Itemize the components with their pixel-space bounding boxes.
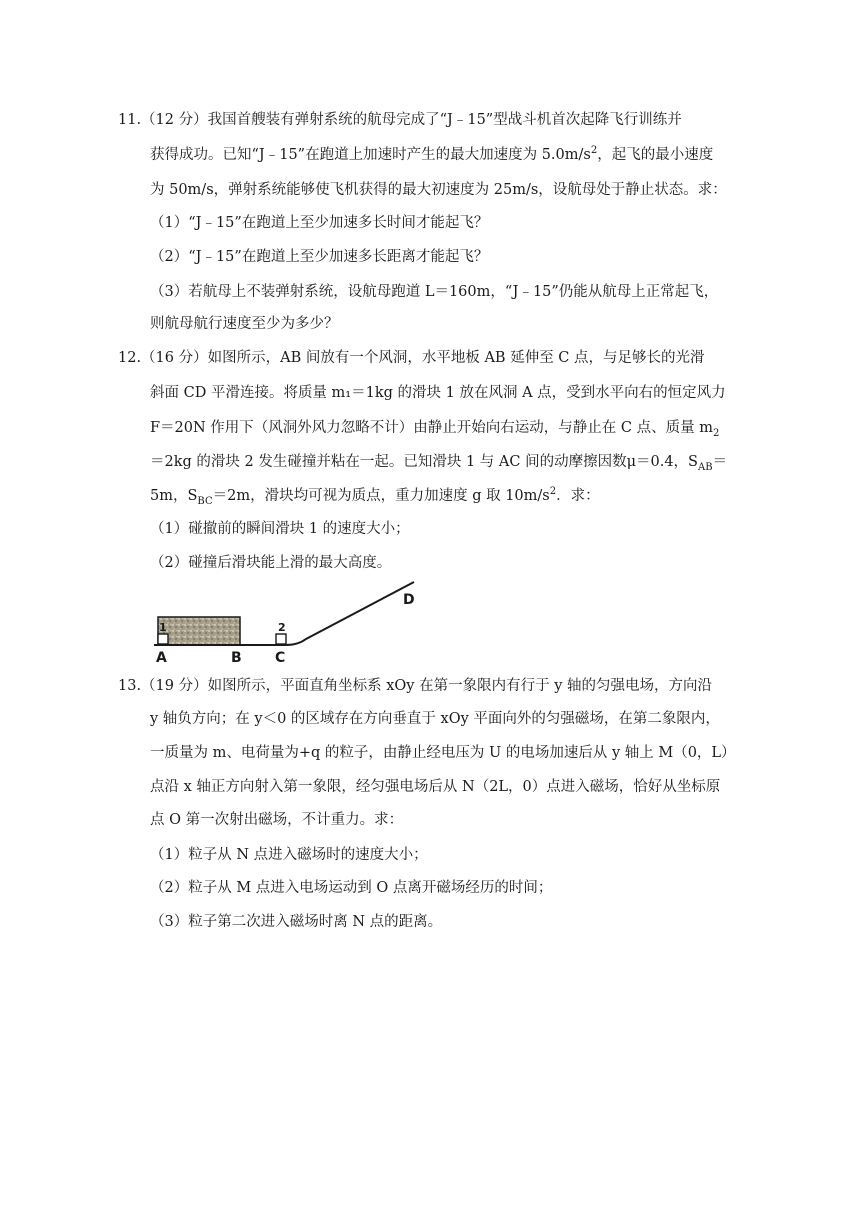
block-2 [276, 634, 286, 644]
q11-line2-text: 获得成功。已知“J﹣15”在跑道上加速时产生的最大加速度为 5.0m/s [150, 147, 591, 163]
q12-line1: 12.（16 分）如图所示，AB 间放有一个风洞，水平地板 AB 延伸至 C 点，与足够长的光滑 [118, 350, 705, 366]
q12-line3-text: F＝20N 作用下（风洞外风力忽略不计）由静止开始向右运动，与静止在 C 点、质量 m [150, 420, 713, 436]
q13-part1: （1）粒子从 N 点进入磁场时的速度大小； [150, 847, 428, 863]
q12-line3-sub: 2 [712, 427, 720, 439]
q11-line2 [150, 145, 713, 165]
point-c-label: C [275, 650, 286, 666]
wind-tunnel-diagram [148, 576, 428, 668]
q11-part2: （2）“J﹣15”在跑道上至少加速多长距离才能起飞？ [150, 249, 489, 265]
q11-part3-line1: （3）若航母上不装弹射系统，设航母跑道 L＝160m，“J﹣15”仍能从航母上正常起飞， [150, 284, 719, 300]
block-2-label: 2 [278, 621, 286, 634]
q12-line4-text: ＝2kg 的滑块 2 发生碰撞并粘在一起。已知滑块 1 与 AC 间的动摩擦因数μ＝0.4，S [150, 454, 698, 470]
wind-tunnel [158, 617, 240, 645]
q11-part1: （1）“J﹣15”在跑道上至少加速多长时间才能起飞？ [150, 215, 489, 231]
q12-line5-sub: BC [197, 495, 213, 507]
q13-line1: 13.（19 分）如图所示，平面直角坐标系 xOy 在第一象限内有行于 y 轴的匀强电场，方向沿 [118, 678, 713, 694]
q12-line2: 斜面 CD 平滑连接。将质量 m₁＝1kg 的滑块 1 放在风洞 A 点，受到水平向右的恒定风力 [150, 385, 726, 401]
q12-line5 [150, 486, 600, 506]
q13-line5: 点 O 第一次射出磁场，不计重力。求： [150, 812, 404, 828]
q13-line4: 点沿 x 轴正方向射入第一象限，经匀强电场后从 N（2L，0）点进入磁场，恰好从坐标原 [150, 779, 721, 795]
q13-part3: （3）粒子第二次进入磁场时离 N 点的距离。 [150, 914, 443, 930]
q12-line3 [150, 418, 719, 438]
q12-line5-sup: 2 [549, 486, 557, 498]
q12-line5-text: 5m，S [150, 488, 198, 504]
q13-line2: y 轴负方向；在 y＜0 的区域存在方向垂直于 xOy 平面向外的匀强磁场，在第二象限内， [150, 711, 720, 727]
q11-line3: 为 50m/s，弹射系统能够使飞机获得的最大初速度为 25m/s，设航母处于静止状态。求： [150, 182, 727, 198]
q11-line2-sup: 2 [590, 145, 598, 157]
q13-part2: （2）粒子从 M 点进入电场运动到 O 点离开磁场经历的时间； [150, 880, 553, 896]
block-1 [158, 634, 168, 644]
point-b-label: B [231, 650, 242, 666]
q13-line3: 一质量为 m、电荷量为+q 的粒子，由静止经电压为 U 的电场加速后从 y 轴上 M（0，L） [150, 745, 736, 761]
incline-cd [286, 582, 414, 645]
block-1-label: 1 [159, 621, 167, 634]
q12-line5-text-c: ．求： [556, 488, 600, 504]
q11-part3-line2: 则航母航行速度至少为多少？ [150, 316, 339, 332]
q12-line4-sub: AB [698, 461, 713, 473]
q11-line1: 11.（12 分）我国首艘装有弹射系统的航母完成了“J﹣15”型战斗机首次起降飞行训练并 [118, 112, 682, 128]
q11-line2-text-b: ，起飞的最小速度 [597, 147, 714, 163]
point-a-label: A [156, 650, 167, 666]
q12-line5-text-b: ＝2m，滑块均可视为质点，重力加速度 g 取 10m/s [212, 488, 550, 504]
q12-part2: （2）碰撞后滑块能上滑的最大高度。 [150, 555, 392, 571]
q12-part1: （1）碰撤前的瞬间滑块 1 的速度大小； [150, 521, 410, 537]
q12-line4 [150, 452, 727, 472]
point-d-label: D [403, 592, 415, 608]
q12-line4-text-b: ＝ [712, 454, 728, 470]
